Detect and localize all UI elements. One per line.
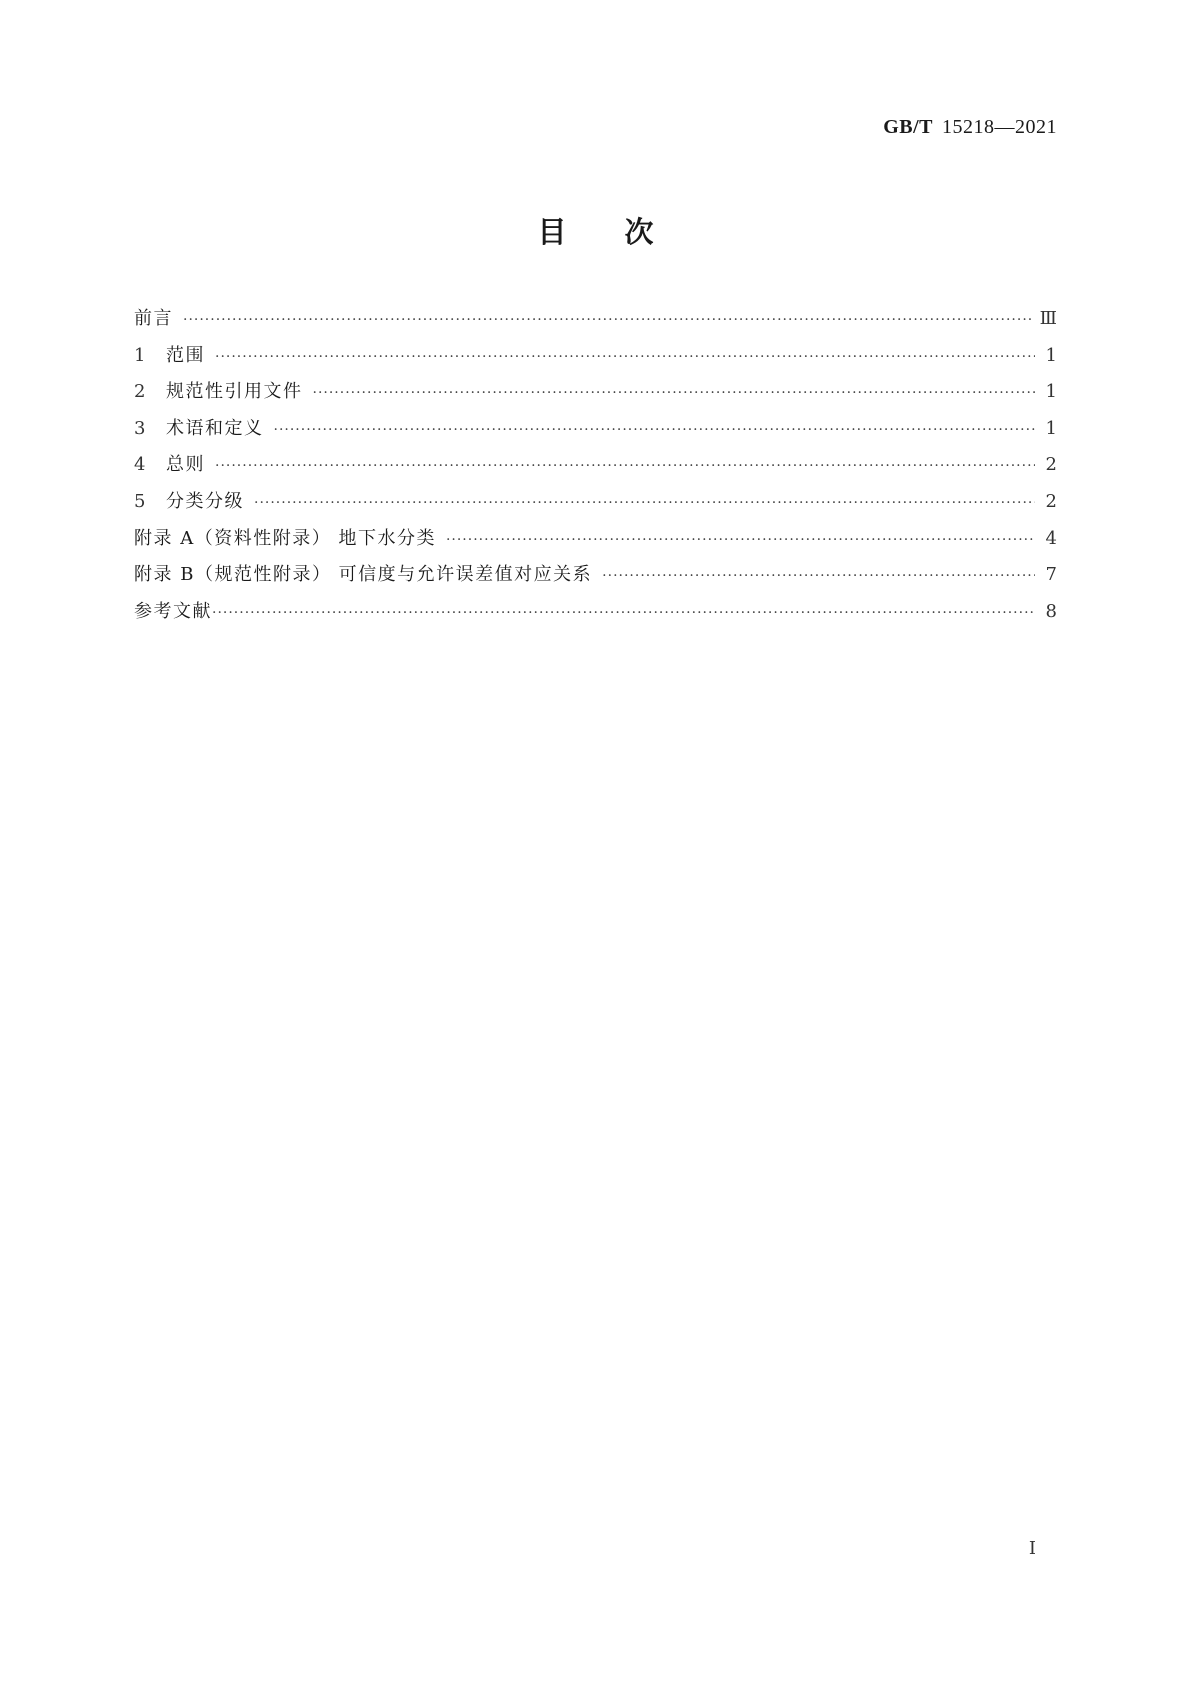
toc-entry-number: 2 <box>134 381 147 403</box>
standard-number <box>883 116 1057 139</box>
toc-entry-bibliography[interactable] <box>134 597 1057 634</box>
toc-entry-label: 1 范围 <box>134 344 205 366</box>
toc-entry-label: 附录 B（规范性附录） 可信度与允许误差值对应关系 <box>134 564 593 586</box>
toc-title: 目次 <box>537 215 712 249</box>
toc-entry-number: 3 <box>134 417 147 439</box>
toc-entry-number: 1 <box>134 344 147 366</box>
toc-entry-number: 5 <box>134 490 147 512</box>
toc-dot-leader <box>274 422 1036 438</box>
toc-entry-page: 2 <box>1045 490 1057 512</box>
toc-entry-label: 2 规范性引用文件 <box>134 381 303 403</box>
toc-dot-leader <box>183 312 1032 328</box>
toc-entry-label: 参考文献 <box>134 600 212 622</box>
toc-entry-label: 5 分类分级 <box>134 490 244 512</box>
toc-dot-leader <box>313 385 1036 401</box>
toc-dot-leader <box>215 349 1035 365</box>
toc-entry-general[interactable] <box>134 450 1057 487</box>
toc-entry-label: 前言 <box>134 308 173 329</box>
toc-entry-foreword[interactable] <box>134 304 1057 341</box>
toc-entry-scope[interactable] <box>134 341 1057 378</box>
toc-entry-page: 4 <box>1045 527 1057 549</box>
toc-dot-leader <box>212 605 1035 621</box>
toc-entry-annex-a[interactable] <box>134 524 1057 561</box>
toc-entry-page: 7 <box>1045 564 1057 586</box>
toc-entry-classification[interactable] <box>134 487 1057 524</box>
toc-entry-terms-definitions[interactable] <box>134 414 1057 451</box>
toc-entry-page: 1 <box>1045 417 1057 439</box>
toc-dot-leader <box>446 532 1035 548</box>
toc-entry-label: 4 总则 <box>134 454 205 476</box>
toc-entry-label: 3 术语和定义 <box>134 417 264 439</box>
toc-entry-page: 8 <box>1045 600 1057 622</box>
table-of-contents <box>134 304 1057 633</box>
toc-entry-number: 4 <box>134 454 147 476</box>
toc-entry-label: 附录 A（资料性附录） 地下水分类 <box>134 527 436 549</box>
toc-entry-page: 2 <box>1045 454 1057 476</box>
toc-entry-page: 1 <box>1045 344 1057 366</box>
toc-entry-page: 1 <box>1045 381 1057 403</box>
toc-entry-page: Ⅲ <box>1039 308 1057 329</box>
standard-prefix: GB/T <box>883 116 933 138</box>
standard-code: 15218—2021 <box>942 116 1057 138</box>
toc-dot-leader <box>254 495 1035 511</box>
toc-dot-leader <box>215 458 1035 474</box>
page-number: I <box>1028 1538 1036 1559</box>
toc-dot-leader <box>602 568 1035 584</box>
toc-entry-normative-references[interactable] <box>134 377 1057 414</box>
toc-entry-annex-b[interactable] <box>134 560 1057 597</box>
